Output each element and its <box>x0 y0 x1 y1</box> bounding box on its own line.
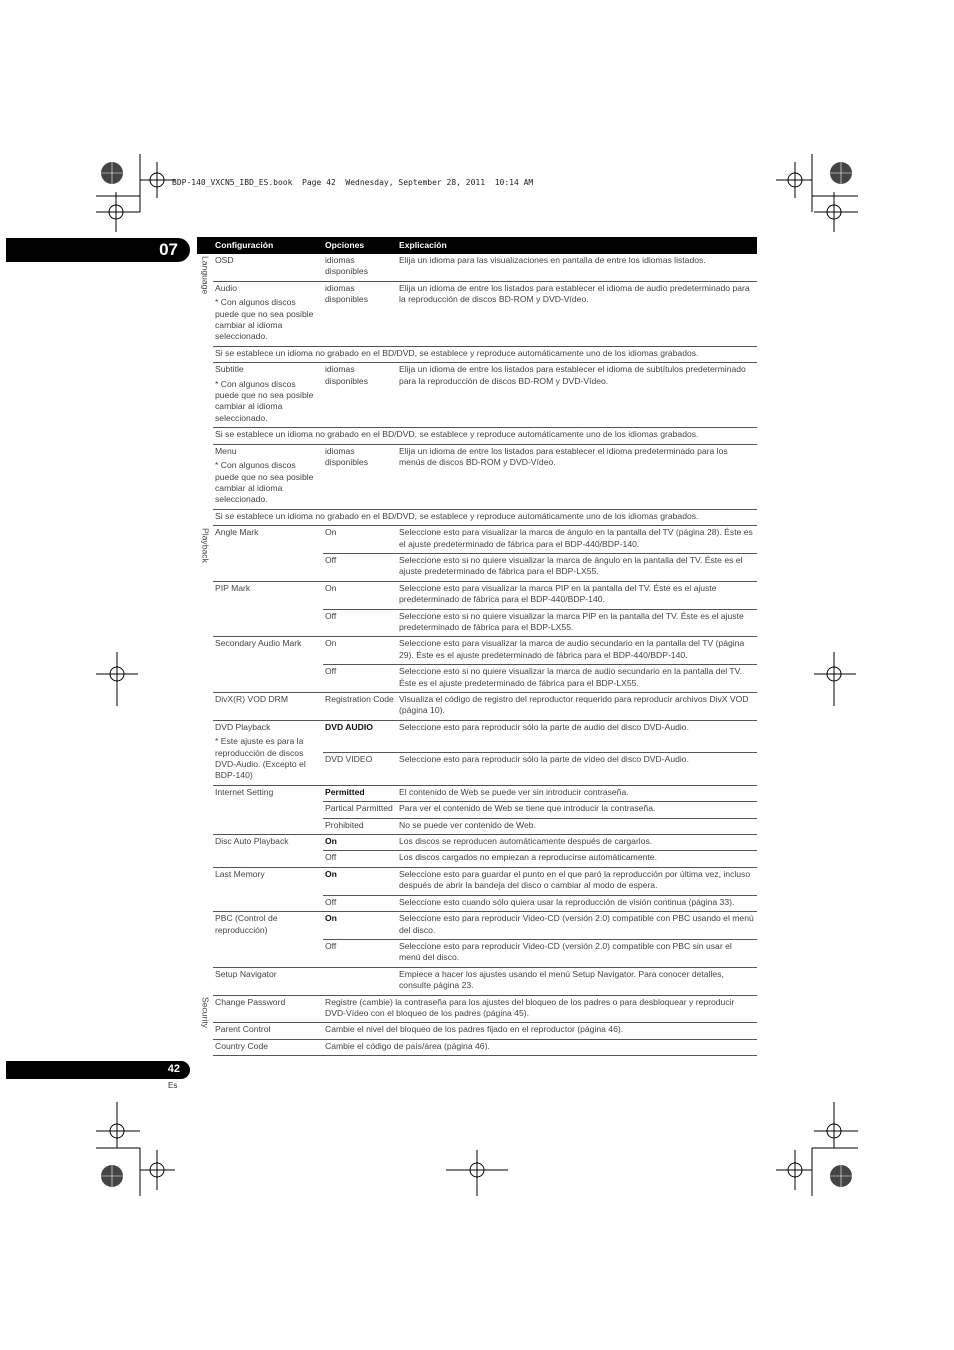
setting-name-cell <box>213 720 323 785</box>
setting-explanation: Seleccione esto para reproducir sólo la parte de vídeo del disco DVD-Audio. <box>397 753 757 786</box>
setting-option: DVD AUDIO <box>325 721 373 732</box>
setting-footnote: Si se establece un idioma no grabado en el BD/DVD, se establece y reproduce automáticamente uno de los idiomas grabados. <box>213 346 757 362</box>
setting-option: Off <box>323 609 397 637</box>
setting-explanation: Seleccione esto para visualizar la marca PIP en la pantalla del TV. Éste es el ajuste predeterminado de fábrica para el BDP-440/BDP-140. <box>397 581 757 609</box>
setting-option-default <box>323 785 397 801</box>
setting-name: Internet Setting <box>213 785 323 834</box>
setting-option: Off <box>323 939 397 967</box>
setting-explanation: Seleccione esto si no quiere visualizar la marca de ángulo en la pantalla del TV. Éste es el ajuste predeterminado de fábrica para el BDP-LX55. <box>397 553 757 581</box>
table-row <box>197 346 757 362</box>
setting-explanation: Visualiza el código de registro del reproductor requerido para reproducir archivos DivX VOD (página 10). <box>397 693 757 721</box>
setting-name: Parent Control <box>213 1023 323 1039</box>
setting-option-default <box>323 835 397 851</box>
setting-explanation: Seleccione esto para visualizar la marca de audio secundario en la pantalla del TV (página 29). Éste es el ajuste predeterminado de fábrica para el BDP-440/BDP-140. <box>397 637 757 665</box>
table-row <box>197 720 757 753</box>
setting-explanation: Seleccione esto si no quiere visualizar la marca de audio secundario en la pantalla del TV. Éste es el ajuste predeterminado de fábrica para el BDP-LX55. <box>397 665 757 693</box>
setting-note: * Con algunos discos puede que no sea posible cambiar al idioma seleccionado. <box>215 378 314 423</box>
setting-name-cell <box>213 363 323 428</box>
table-row <box>197 637 757 665</box>
group-label: Playback <box>200 527 211 563</box>
settings-table <box>197 237 757 1056</box>
setting-explanation: Empiece a hacer los ajustes usando el menú Setup Navigator. Para conocer detalles, consulte página 23. <box>397 967 757 995</box>
setting-option: DVD VIDEO <box>323 753 397 786</box>
header-spacer <box>197 237 213 254</box>
setting-explanation: Seleccione esto cuando sólo quiera usar la reproducción de visión continua (página 33). <box>397 895 757 911</box>
table-row <box>197 281 757 346</box>
table-header-row <box>197 237 757 254</box>
setting-explanation: El contenido de Web se puede ver sin introducir contraseña. <box>397 785 757 801</box>
table-row <box>197 1039 757 1055</box>
chapter-number: 07 <box>159 240 178 259</box>
header-setting: Configuración <box>213 237 323 254</box>
setting-note: * Con algunos discos puede que no sea posible cambiar al idioma seleccionado. <box>215 460 314 505</box>
setting-name: DivX(R) VOD DRM <box>213 693 323 721</box>
setting-explanation: Seleccione esto para guardar el punto en el que paró la reproducción por última vez, incluso después de abrir la bandeja del disco o cambiar al modo de espera. <box>397 867 757 895</box>
setting-explanation: Elija un idioma de entre los listados para establecer el idioma predeterminado para los menús de discos BD-ROM y DVD-Vídeo. <box>397 444 757 509</box>
setting-option: Off <box>323 553 397 581</box>
setting-note: * Este ajuste es para la reproducción de discos DVD-Audio. (Excepto el BDP-140) <box>215 736 306 781</box>
setting-option: idiomas disponibles <box>323 363 397 428</box>
setting-name: Setup Navigator <box>213 967 397 995</box>
setting-explanation: Seleccione esto si no quiere visualizar la marca PIP en la pantalla del TV. Éste es el ajuste predeterminado de fábrica para el BDP-LX55. <box>397 609 757 637</box>
page-number: 42 <box>167 1063 180 1075</box>
setting-explanation: Elija un idioma para las visualizaciones en pantalla de entre los idiomas listados. <box>397 254 757 281</box>
setting-explanation: Cambie el nivel del bloqueo de los padres fijado en el reproductor (página 46). <box>323 1023 757 1039</box>
group-playback <box>197 526 213 995</box>
book-info-line: BDP-140_VXCN5_IBD_ES.book Page 42 Wednesday, September 28, 2011 10:14 AM <box>172 178 534 187</box>
setting-name: OSD <box>213 254 323 281</box>
setting-option: Registration Code <box>323 693 397 721</box>
table-row <box>197 693 757 721</box>
setting-option: On <box>323 526 397 554</box>
table-row <box>197 363 757 428</box>
setting-explanation: Seleccione esto para visualizar la marca de ángulo en la pantalla del TV (página 28). Éste es el ajuste predeterminado de fábrica para el BDP-440/BDP-140. <box>397 526 757 554</box>
setting-explanation: Elija un idioma de entre los listados para establecer el idioma de audio predeterminado para la reproducción de discos BD-ROM y DVD-Vídeo. <box>397 281 757 346</box>
setting-name: PIP Mark <box>213 581 323 637</box>
setting-option: Off <box>323 665 397 693</box>
group-label: Language <box>200 256 211 295</box>
table-row <box>197 428 757 444</box>
setting-option: On <box>325 913 337 924</box>
setting-option-default <box>323 912 397 940</box>
setting-name: Country Code <box>213 1039 323 1055</box>
page-number-tab <box>6 1061 190 1079</box>
header-options: Opciones <box>323 237 397 254</box>
table-row <box>197 995 757 1023</box>
setting-option: Prohibited <box>323 818 397 834</box>
setting-name: Disc Auto Playback <box>213 835 323 868</box>
table-row <box>197 254 757 281</box>
setting-option: Permitted <box>325 786 365 797</box>
setting-name: Last Memory <box>213 867 323 911</box>
setting-name: Secondary Audio Mark <box>213 637 323 693</box>
group-label: Security <box>200 997 211 1029</box>
setting-explanation: Para ver el contenido de Web se tiene que introducir la contraseña. <box>397 802 757 818</box>
table-row <box>197 785 757 801</box>
setting-explanation: No se puede ver contenido de Web. <box>397 818 757 834</box>
setting-name: Subtitle <box>215 364 244 375</box>
setting-explanation: Cambie el código de país/área (página 46). <box>323 1039 757 1055</box>
setting-name-cell <box>213 281 323 346</box>
setting-option-default <box>323 720 397 753</box>
setting-option: On <box>323 581 397 609</box>
table-row <box>197 1023 757 1039</box>
setting-name: Menu <box>215 445 237 456</box>
setting-name: Audio <box>215 282 237 293</box>
setting-option: On <box>325 836 337 847</box>
setting-note: * Con algunos discos puede que no sea posible cambiar al idioma seleccionado. <box>215 297 314 342</box>
setting-footnote: Si se establece un idioma no grabado en el BD/DVD, se establece y reproduce automáticamente uno de los idiomas grabados. <box>213 428 757 444</box>
table-row <box>197 509 757 525</box>
setting-explanation: Seleccione esto para reproducir Video-CD (versión 2.0) compatible con PBC sin usar el menú del disco. <box>397 939 757 967</box>
setting-option: On <box>323 637 397 665</box>
group-language <box>197 254 213 526</box>
table-row <box>197 867 757 895</box>
table-row <box>197 967 757 995</box>
setting-explanation: Los discos se reproducen automáticamente después de cargarlos. <box>397 835 757 851</box>
setting-option-default <box>323 867 397 895</box>
setting-footnote: Si se establece un idioma no grabado en el BD/DVD, se establece y reproduce automáticamente uno de los idiomas grabados. <box>213 509 757 525</box>
table-row <box>197 444 757 509</box>
table-row <box>197 835 757 851</box>
setting-option: Off <box>323 895 397 911</box>
setting-option: On <box>325 868 337 879</box>
setting-option: Off <box>323 851 397 867</box>
setting-name: PBC (Control de reproducción) <box>213 912 323 968</box>
setting-explanation: Seleccione esto para reproducir sólo la parte de audio del disco DVD-Audio. <box>397 720 757 753</box>
setting-option: Partical Parmitted <box>323 802 397 818</box>
setting-name: DVD Playback <box>215 721 271 732</box>
setting-name-cell <box>213 444 323 509</box>
table-row <box>197 526 757 554</box>
setting-explanation: Elija un idioma de entre los listados para establecer el idioma de subtítulos predeterminado para la reproducción de discos BD-ROM y DVD-Vídeo. <box>397 363 757 428</box>
setting-explanation: Registre (cambie) la contraseña para los ajustes del bloqueo de los padres o para desbloquear y reproducir DVD-Vídeo con el bloqueo de los padres (página 45). <box>323 995 757 1023</box>
header-explanation: Explicación <box>397 237 757 254</box>
setting-explanation: Seleccione esto para reproducir Video-CD (versión 2.0) compatible con PBC usando el menú del disco. <box>397 912 757 940</box>
table-row <box>197 581 757 609</box>
setting-name: Change Password <box>213 995 323 1023</box>
setting-name: Angle Mark <box>213 526 323 582</box>
table-row <box>197 912 757 940</box>
setting-option: idiomas disponibles <box>323 254 397 281</box>
setting-option: idiomas disponibles <box>323 444 397 509</box>
language-code: Es <box>168 1081 178 1090</box>
chapter-tab <box>6 238 190 262</box>
setting-explanation: Los discos cargados no empiezan a reproducirse automáticamente. <box>397 851 757 867</box>
group-security <box>197 995 213 1056</box>
setting-option: idiomas disponibles <box>323 281 397 346</box>
